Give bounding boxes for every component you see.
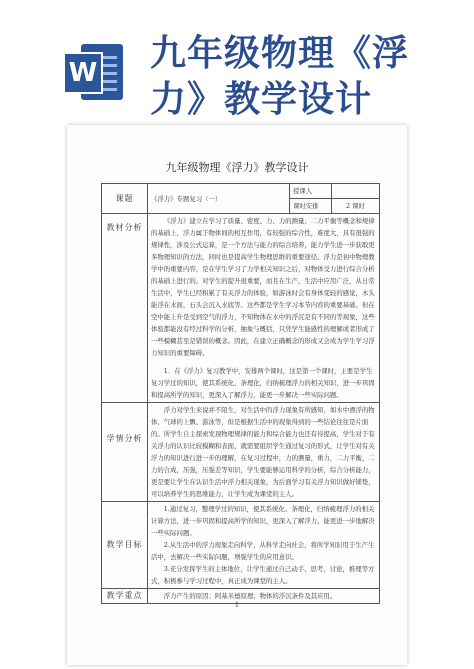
material-content — [148, 214, 380, 403]
students-paragraph: 浮力对学生来说并不陌生，对生活中的浮力现象有所感知，如水中漂浮的物体、气球的上飘、游泳等，但是根据生活中的现象得到的一些结论往往是片面的。所学生自主探索发现物理规律的能力和综合能力也还有待提高，学生对于有关浮力的认识比较模糊和表面，就需要组织学生通过复习的形式，让学生对有关浮力的知识进行进一步的理解，在复习过程中，力的测量，重力，二力平衡，二力的合成，压强，压强差等知识，学生要能够运用科学的分析，综合分析能力，更是要让学生在认识生活中浮力相关现象，为后面学习有关浮力知识做好铺垫，可以培养学生的思维能力，让学生成为课堂的主人。 — [151, 406, 375, 498]
focus-label: 教学重点 — [102, 589, 148, 604]
document-page — [67, 125, 407, 665]
topic-label: 课题 — [102, 184, 148, 214]
table-row-students — [102, 403, 380, 502]
goals-paragraph: 1.通过复习，整理学过的知识，使其系统化、条理化，归纳梳理浮力的相关计算方法，进一步巩固和提高所学的知识，更深入了解浮力，能更进一步地解决一些实际问题。 — [151, 505, 375, 537]
table-row-topic — [102, 184, 380, 199]
lesson-plan-table — [101, 183, 380, 604]
page-number: 1 — [234, 601, 240, 609]
table-row-goals — [102, 502, 380, 589]
material-paragraph: 1．在《浮力》复习教学中，安排两个课时，这是第一个课时，主要是学生复习学过的知识，使其系统化、条理化，归纳梳理浮力的相关知识，进一步巩固和提高所学的知识，更深入了解浮力，能更一步解决一些实际问题。 — [151, 367, 375, 399]
teacher-label: 授课人 — [290, 184, 332, 199]
banner-title: 九年级物理《浮力》教学设计 — [150, 32, 410, 120]
table-row-material — [102, 214, 380, 403]
material-label: 教材分析 — [102, 214, 148, 403]
banner — [0, 0, 474, 118]
topic-value: 《浮力》专题复习（一） — [148, 184, 290, 214]
time-label: 课时安排 — [290, 199, 332, 214]
document-title: 九年级物理《浮力》教学设计 — [165, 161, 309, 174]
word-document-icon — [63, 40, 123, 102]
focus-paragraph: 浮力产生的原因；阿基米德原理；物体的浮沉条件及其应用。 — [163, 592, 337, 600]
time-value: 2 课时 — [332, 199, 380, 214]
students-label: 学情分析 — [102, 403, 148, 502]
goals-paragraph: 3.充分发挥学生的主体地位，让学生通过自己动手、思考、讨论，推理等方式，积极参与学习过程中，真正成为课堂的主人。 — [151, 565, 375, 585]
material-paragraph: 《浮力》建立在学习了质量、密度、力、力的测量、二力平衡等概念和规律的基础上，浮力属于物体间的相互作用，有较强的综合性，难度大，具有很强的规律性，涉及公式运算，是一个方法与能力的综合培养，能力学生进一步获取更多物理知识的方法，同时也是提高学生物理思维的重要途径。浮力是初中物理教学中的重要内容，是在学生学习了力学相关知识之后，对物体受力进行综合分析的基础上进行的。对学生的提升很重要，而且在生产、生活中应用广泛，从日常生活中，学生已经积累了有关浮力的体验，如游泳时会有身体变轻的感觉，木头能浮在水面，石头会沉入水底等。这些都是学生学习本节内容的重要基础。但在空中能上升是受到空气的浮力，不知物体在水中的浮沉是有不同的等现象，这些体验都能没有经过科学的分析，抽象与概括，只凭学生能感性的理解或者形成了一些模糊甚至是错误的概念。因此，在建立正确概念的形成又会成为学生学习浮力知识的重要障碍。 — [151, 217, 375, 357]
teacher-value — [332, 184, 380, 199]
word-icon-letter: W — [63, 52, 103, 94]
goals-content — [148, 502, 380, 589]
students-content — [148, 403, 380, 502]
goals-paragraph: 2.从生活中的浮力现象走向科学，从科学走向社会，将所学知识用于生产生活中，去解决一些实际问题，增强学生的应用意识。 — [151, 541, 375, 561]
goals-label: 教学目标 — [102, 502, 148, 589]
